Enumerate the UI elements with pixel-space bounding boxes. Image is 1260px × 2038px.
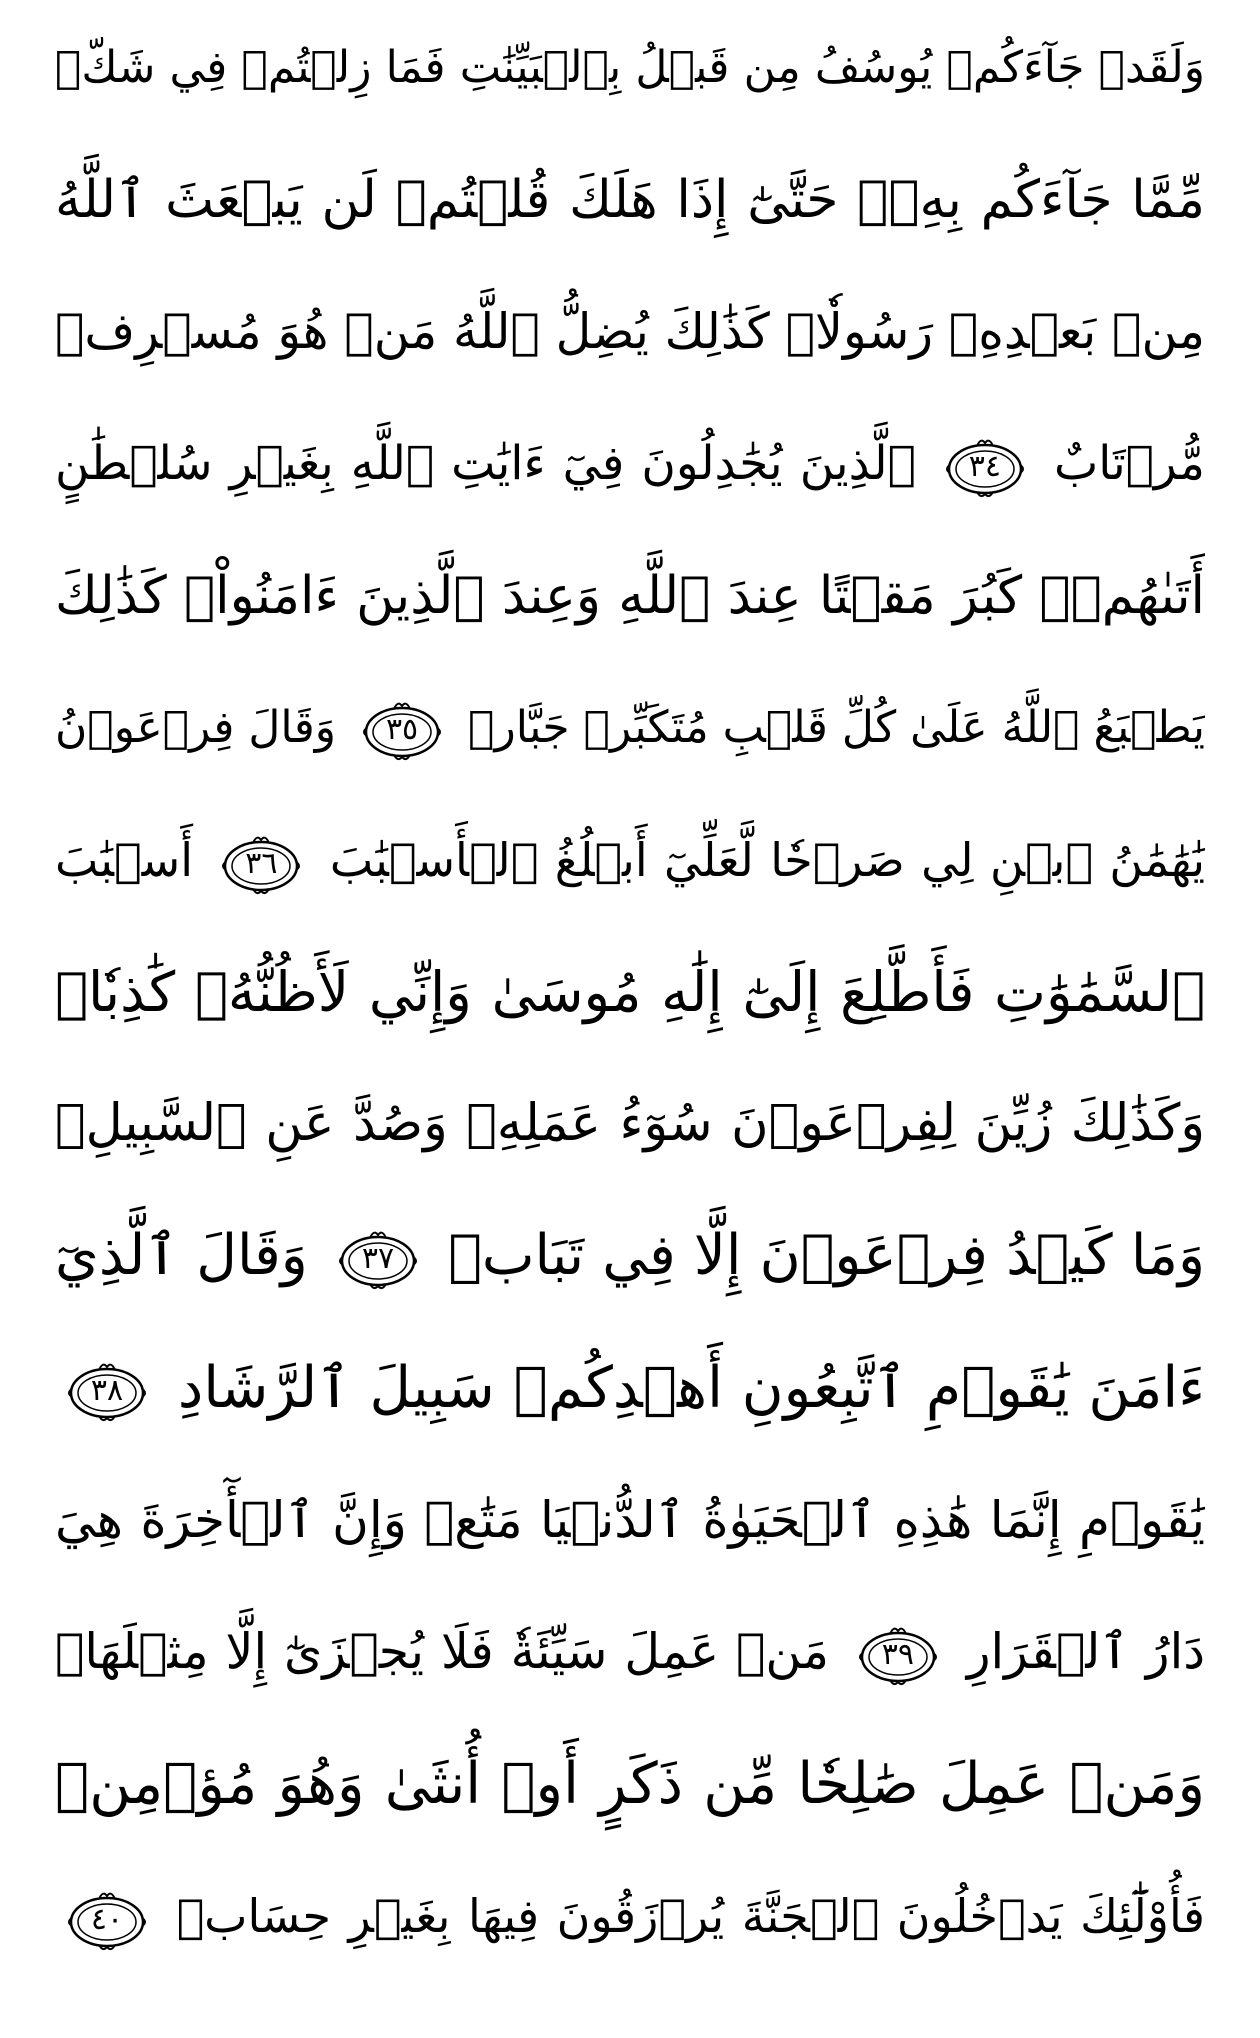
text-line [55,408,1205,520]
text-line [55,276,1205,388]
ayah-number: ٣٩ [881,1636,915,1672]
text-line [55,1728,1205,1840]
text-line [55,672,1205,784]
text-line [55,1860,1205,1972]
text-line [55,1200,1205,1312]
verse-text: دَارُ ٱلۡقَرَارِ [966,1623,1205,1680]
verse-text: ٱلَّذِينَ يُجَٰدِلُونَ فِيٓ ءَايَٰتِ ٱللَّهِ بِغَيۡرِ سُلۡطَٰنٍ [55,436,916,491]
verse-text: وَكَذَٰلِكَ زُيِّنَ لِفِرۡعَوۡنَ سُوٓءُ عَمَلِهِۦ وَصُدَّ عَنِ ٱلسَّبِيلِۚ [55,1094,1205,1153]
verse-text: فَأُوْلَٰٓئِكَ يَدۡخُلُونَ ٱلۡجَنَّةَ يُرۡزَقُونَ فِيهَا بِغَيۡرِ حِسَابٖ [176,1889,1205,1943]
text-line [55,540,1205,652]
ayah-number: ٣٨ [90,1373,124,1409]
text-line [55,144,1205,256]
text-line [55,1464,1205,1576]
ayah-number-marker [856,1623,940,1687]
ayah-number: ٤٠ [90,1901,124,1937]
ayah-number: ٣٤ [968,448,1001,484]
text-line [55,1332,1205,1444]
verse-text: يَٰقَوۡمِ إِنَّمَا هَٰذِهِ ٱلۡحَيَوٰةُ ٱلدُّنۡيَا مَتَٰعٞ وَإِنَّ ٱلۡأٓخِرَةَ هِيَ [55,1491,1205,1549]
text-line [55,936,1205,1048]
ayah-number-marker [336,1227,420,1291]
verse-text: أَسۡبَٰبَ [55,833,193,887]
ayah-number-marker [219,832,303,896]
verse-text: مِنۢ بَعۡدِهِۦ رَسُولٗاۚ كَذَٰلِكَ يُضِلُّ ٱللَّهُ مَنۡ هُوَ مُسۡرِفٞ [55,303,1205,360]
verse-text: يَٰهَٰمَٰنُ ٱبۡنِ لِي صَرۡحٗا لَّعَلِّيٓ أَبۡلُغُ ٱلۡأَسۡبَٰبَ [329,833,1205,887]
verse-text: وَلَقَدۡ جَآءَكُمۡ يُوسُفُ مِن قَبۡلُ بِٱلۡبَيِّنَٰتِ فَمَا زِلۡتُمۡ فِي شَكّٖ [55,42,1205,93]
ayah-number: ٣٥ [385,712,419,747]
verse-text: وَمَنۡ عَمِلَ صَٰلِحٗا مِّن ذَكَرٍ أَوۡ أُنثَىٰ وَهُوَ مُؤۡمِنٞ [55,1751,1205,1817]
verse-text: أَتَىٰهُمۡۖ كَبُرَ مَقۡتًا عِندَ ٱللَّهِ وَعِندَ ٱلَّذِينَ ءَامَنُواْۚ كَذَٰلِكَ [55,566,1205,626]
ayah-number: ٣٦ [245,845,278,881]
text-line [55,1596,1205,1708]
verse-text: ٱلسَّمَٰوَٰتِ فَأَطَّلِعَ إِلَىٰٓ إِلَٰهِ مُوسَىٰ وَإِنِّي لَأَظُنُّهُۥ كَٰذِبٗاۚ [55,960,1205,1024]
verse-text: وَقَالَ ٱلَّذِيٓ [55,1223,308,1288]
verse-text: وَمَا كَيۡدُ فِرۡعَوۡنَ إِلَّا فِي تَبَابٖ [448,1223,1205,1288]
verse-text: مَنۡ عَمِلَ سَيِّئَةٗ فَلَا يُجۡزَىٰٓ إِلَّا مِثۡلَهَاۖ [55,1623,829,1680]
ayah-number-marker [65,1359,149,1423]
ayah-number-marker [943,435,1027,499]
verse-text: مُّرۡتَابٌ [1054,436,1205,491]
ayah-number-marker [360,698,444,762]
ayah-number-marker [65,1888,149,1952]
verse-text: مِّمَّا جَآءَكُم بِهِۦۖ حَتَّىٰٓ إِذَا هَلَكَ قُلۡتُمۡ لَن يَبۡعَثَ ٱللَّهُ [55,170,1205,230]
text-line [55,1068,1205,1180]
verse-text: وَقَالَ فِرۡعَوۡنُ [55,702,337,753]
verse-text: ءَامَنَ يَٰقَوۡمِ ٱتَّبِعُونِ أَهۡدِكُمۡ سَبِيلَ ٱلرَّشَادِ [177,1355,1205,1421]
text-line [55,12,1205,124]
ayah-number: ٣٧ [361,1240,395,1276]
text-line [55,804,1205,916]
verse-text: يَطۡبَعُ ٱللَّهُ عَلَىٰ كُلِّ قَلۡبِ مُتَكَبِّرٖ جَبَّارٖ [468,702,1205,753]
